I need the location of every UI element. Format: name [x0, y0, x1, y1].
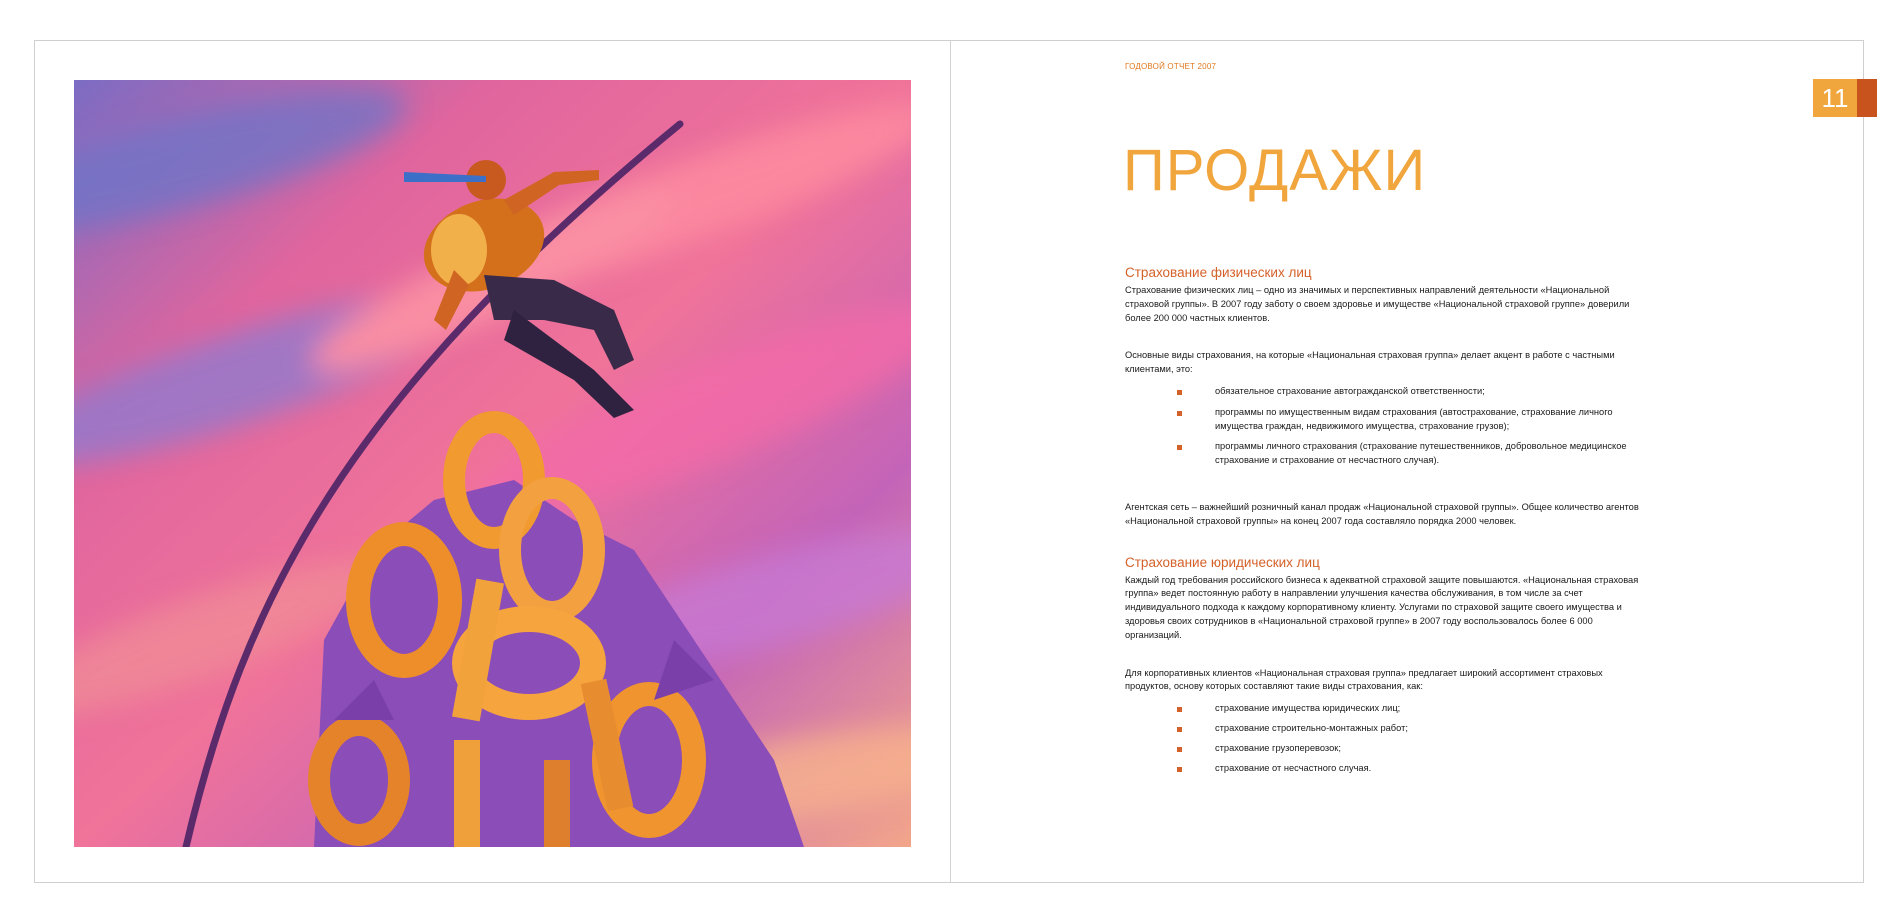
bullet-icon — [1177, 747, 1182, 752]
bullet-icon — [1177, 411, 1182, 416]
bullet-icon — [1177, 445, 1182, 450]
brochure-spread — [34, 40, 1864, 883]
bullet-icon — [1177, 390, 1182, 395]
individuals-paragraph-1: Страхование физических лиц – одно из значимых и перспективных направлений деятельности «Национальной страховой группы». В 2007 году заботу о своем здоровье и имуществе «Национальной страховой группе» доверили более 200 000 частных клиентов. — [1125, 285, 1630, 323]
page-title: ПРОДАЖИ — [1123, 138, 1427, 203]
right-page — [951, 41, 1863, 882]
section-heading-individuals: Страхование физических лиц — [1125, 265, 1312, 280]
list-item: страхование грузоперевозок; — [1125, 742, 1651, 756]
list-item: программы по имущественным видам страхования (автострахование, страхование личного имущества граждан, недвижимого имущества, страхование грузов); — [1125, 406, 1651, 434]
page-number-tab — [1813, 79, 1877, 117]
list-item: обязательное страхование автогражданской ответственности; — [1125, 385, 1651, 399]
bullet-icon — [1177, 727, 1182, 732]
page-number: 11 — [1821, 83, 1849, 113]
list-item: страхование имущества юридических лиц; — [1125, 702, 1651, 716]
legal-paragraph-2: Для корпоративных клиентов «Национальная страховая группа» предлагает широкий ассортимент страховых продуктов, основу которых составляют такие виды страхования, как: — [1125, 667, 1603, 692]
list-item: программы личного страхования (страхование путешественников, добровольное медицинское страхование и страхование от несчастного случая). — [1125, 440, 1651, 468]
section-heading-legal: Страхование юридических лиц — [1125, 554, 1320, 570]
bullet-icon — [1177, 707, 1182, 712]
individuals-bullet-list — [1125, 385, 1651, 468]
list-item: страхование от несчастного случая. — [1125, 762, 1651, 776]
pole-vaulter-illustration — [74, 80, 911, 847]
legal-bullet-list — [1125, 702, 1651, 775]
individuals-paragraph-3: Агентская сеть – важнейший розничный канал продаж «Национальной страховой группы». Общее количество агентов «Национальной страховой группы» на конец 2007 года составляло порядка 2000 человек. — [1125, 501, 1639, 526]
running-header: ГОДОВОЙ ОТЧЕТ 2007 — [1125, 62, 1217, 71]
page-tab-accent — [1857, 79, 1877, 117]
list-item: страхование строительно-монтажных работ; — [1125, 722, 1651, 736]
article-body — [1125, 265, 1651, 781]
individuals-paragraph-2: Основные виды страхования, на которые «Национальная страховая группа» делает акцент в работе с частными клиентами, это: — [1125, 350, 1615, 375]
legal-paragraph-1: Каждый год требования российского бизнеса к адекватной страховой защите повышаются. «Национальная страховая группа» ведет постоянную работу в направлении улучшения качества обслуживания, в том числе за счет индивидуального подхода к каждому корпоративному клиенту. Услугами по страховой защите своего имущества и здоровья своих сотрудников в «Национальной страховой группе» в 2007 году воспользовалось более 6 000 организаций. — [1125, 574, 1639, 640]
bullet-icon — [1177, 767, 1182, 772]
